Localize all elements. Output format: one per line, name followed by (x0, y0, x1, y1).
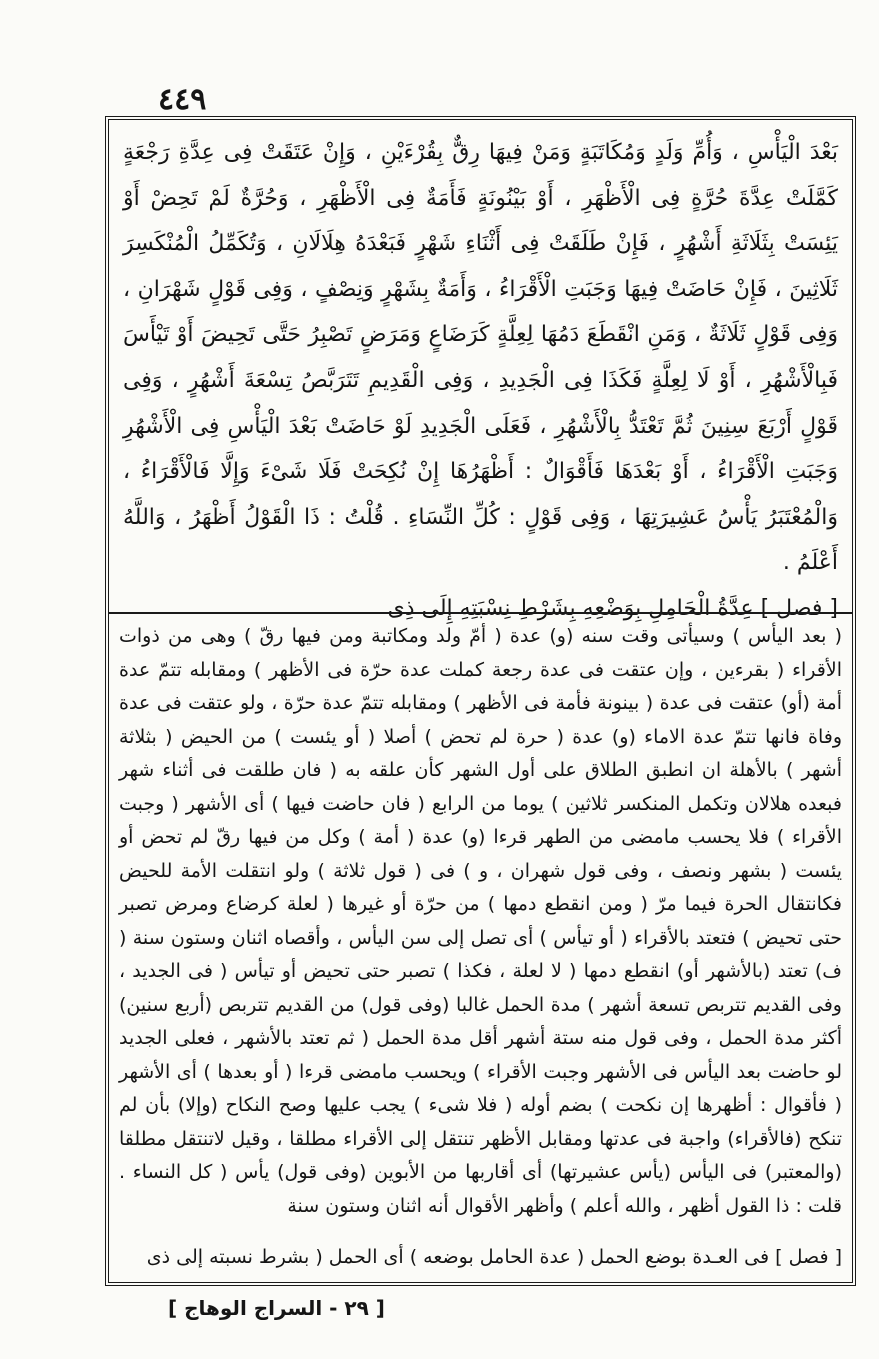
matn-section-heading: [ فصل ] عِدَّةُ الْحَامِلِ بِوَضْعِهِ بِشَرْطِ نِسْبَتِهِ إِلَى ذِى (387, 595, 838, 621)
matn-text-block (123, 130, 838, 621)
sharh-section-heading: [ فصل ] فى العـدة بوضع الحمل ( عدة الحامل بوضعه ) أى الحمل ( بشرط نسبته إلى ذى (146, 1246, 842, 1268)
page-number: ٤٤٩ (158, 82, 207, 117)
footer-signature: [ ٢٩ - السراج الوهاج ] (168, 1296, 385, 1320)
sharh-text-block (119, 620, 842, 1217)
matn-paragraph: بَعْدَ الْيَأْسِ ، وَأُمِّ وَلَدٍ وَمُكَاتَبَةٍ وَمَنْ فِيهَا رِقٌّ بِقُرْءَيْنِ ، وَإِنْ عَتَقَتْ فِى عِدَّةِ رَجْعَةٍ كَمَّلَتْ عِدَّةَ حُرَّةٍ فِى الْأَظْهَرِ ، أَوْ بَيْنُونَةٍ فَأَمَةٌ فِى الْأَظْهَرِ ، وَحُرَّةٌ لَمْ تَحِضْ أَوْ يَئِسَتْ بِثَلَاثَةِ أَشْهُرٍ ، فَإِنْ طَلَقَتْ فِى أَثْنَاءِ شَهْرٍ فَبَعْدَهُ هِلَالَانِ ، وَتُكَمِّلُ الْمُنْكَسِرَ ثَلَاثِينَ ، فَإِنْ حَاضَتْ فِيهَا وَجَبَتِ الْأَقْرَاءُ ، وَأَمَةٌ بِشَهْرٍ وَنِصْفٍ ، وَفِى قَوْلٍ شَهْرَانِ ، وَفِى قَوْلٍ ثَلَاثَةٌ ، وَمَنِ انْقَطَعَ دَمُهَا لِعِلَّةٍ كَرَضَاعٍ وَمَرَضٍ تَصْبِرُ حَتَّى تَحِيضَ أَوْ تَيْأَسَ فَبِالْأَشْهُرِ ، أَوْ لَا لِعِلَّةٍ فَكَذَا فِى الْجَدِيدِ ، وَفِى الْقَدِيمِ تَتَرَبَّصُ تِسْعَةَ أَشْهُرٍ ، وَفِى قَوْلٍ أَرْبَعَ سِنِينَ ثُمَّ تَعْتَدُّ بِالْأَشْهُرِ ، فَعَلَى الْجَدِيدِ لَوْ حَاضَتْ بَعْدَ الْيَأْسِ فِى الْأَشْهُرِ وَجَبَتِ الْأَقْرَاءُ ، أَوْ بَعْدَهَا فَأَقْوَالٌ : أَظْهَرُهَا إِنْ نُكِحَتْ فَلَا شَىْءَ وَإِلَّا فَالْأَقْرَاءُ ، وَالْمُعْتَبَرُ يَأْسُ عَشِيرَتِهَا ، وَفِى قَوْلٍ : كُلِّ النِّسَاءِ . قُلْتُ : ذَا الْقَوْلُ أَظْهَرُ ، وَاللَّهُ أَعْلَمُ . (123, 140, 838, 576)
divider-line (109, 612, 852, 614)
page-frame (105, 116, 856, 1286)
sharh-paragraph: ( بعد اليأس ) وسيأتى وقت سنه (و) عدة ( أمّ ولد ومكاتبة ومن فيها رقّ ) وهى من ذوات الأقراء ( بقرءين ، وإن عتقت فى عدة رجعة كملت عدة حرّة فى الأظهر ) ومقابله تتمّ عدة أمة (أو) عتقت فى عدة ( بينونة فأمة فى الأظهر ) ومقابله تتمّ عدة حرّة ، ولو عتقت فى عدة وفاة فانها تتمّ عدة الاماء (و) عدة ( حرة لم تحض ) أصلا ( أو يئست ) من الحيض ( بثلاثة أشهر ) بالأهلة ان انطبق الطلاق على أول الشهر كأن علقه به ( فان طلقت فى أثناء شهر فبعده هلالان وتكمل المنكسر ثلاثين ) يوما من الرابع ( فان حاضت فيها ) أى الأشهر ( وجبت الأقراء ) فلا يحسب مامضى من الطهر قرءا (و) عدة ( أمة ) وكل من فيها رقّ لم تحض أو يئست ( بشهر ونصف ، وفى قول شهران ، و ) فى ( قول ثلاثة ) ولو انتقلت الأمة للحيض فكانتقال الحرة فيما مرّ ( ومن انقطع دمها ) من حرّة أو غيرها ( لعلة كرضاع ومرض تصبر حتى تحيض ) فتعتد بالأقراء ( أو تيأس ) أى تصل إلى سن اليأس ، وأقصاه اثنان وستون سنة ( ف) تعتد (بالأشهر أو) انقطع دمها ( لا لعلة ، فكذا ) تصبر حتى تحيض أو تيأس ( فى الجديد ، وفى القديم تتربص تسعة أشهر ) مدة الحمل غالبا (وفى قول) من القديم تتربص (أربع سنين) أكثر مدة الحمل ، وفى قول منه ستة أشهر أقل مدة الحمل ( ثم تعتد بالأشهر ، فعلى الجديد لو حاضت بعد اليأس فى الأشهر وجبت الأقراء ) ويحسب مامضى قرءا ( أو بعدها ) أى الأشهر ( فأقوال : أظهرها إن نكحت ) بضم أوله ( فلا شىء ) يجب عليها وصح النكاح (وإلا) بأن لم تنكح (فالأقراء) واجبة فى عدتها ومقابل الأظهر تنتقل إلى الأقراء مطلقا ، وقيل لاتنتقل مطلقا (والمعتبر) فى اليأس (يأس عشيرتها) أى أقاربها من الأبوين (وفى قول) يأس ( كل النساء . قلت : ذا القول أظهر ، والله أعلم ) وأظهر الأقوال أنه اثنان وستون سنة (119, 625, 842, 1217)
